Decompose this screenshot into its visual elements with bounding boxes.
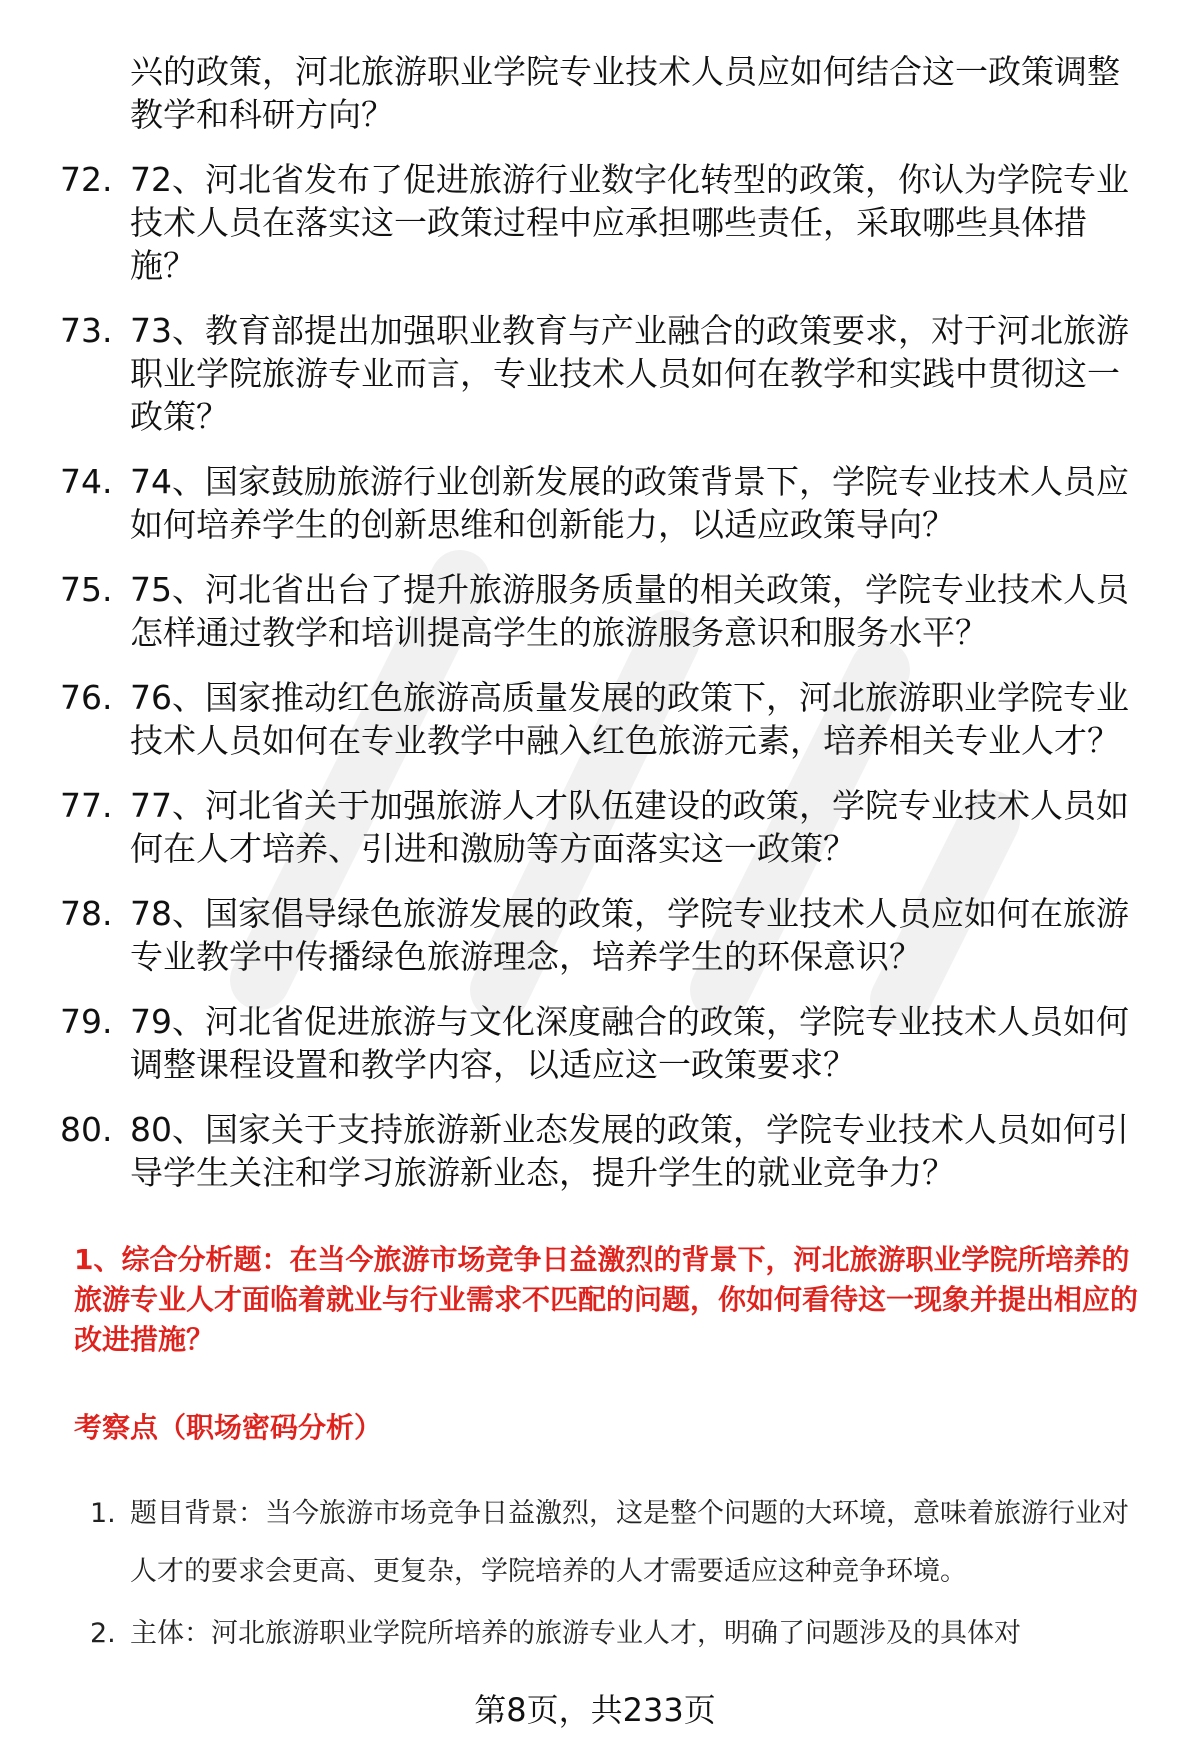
- question-text: 75、河北省出台了提升旅游服务质量的相关政策，学院专业技术人员怎样通过教学和培训提高学生的旅游服务意识和服务水平？: [130, 570, 1129, 652]
- question-text: 72、河北省发布了促进旅游行业数字化转型的政策，你认为学院专业技术人员在落实这一政策过程中应承担哪些责任，采取哪些具体措施？: [130, 160, 1129, 285]
- point-number: 2.: [90, 1618, 116, 1649]
- question-item-72: [60, 158, 1150, 287]
- question-item-79: [60, 1000, 1150, 1086]
- analysis-point-1: [90, 1485, 1155, 1601]
- question-continuation: 兴的政策，河北旅游职业学院专业技术人员应如何结合这一政策调整教学和科研方向？: [130, 52, 1120, 134]
- point-text: 题目背景：当今旅游市场竞争日益激烈，这是整个问题的大环境，意味着旅游行业对人才的要求会更高、更复杂，学院培养的人才需要适应这种竞争环境。: [130, 1498, 1129, 1587]
- question-text: 80、国家关于支持旅游新业态发展的政策，学院专业技术人员如何引导学生关注和学习旅游新业态，提升学生的就业竞争力？: [130, 1110, 1129, 1192]
- question-item-73: [60, 309, 1150, 438]
- question-text: 77、河北省关于加强旅游人才队伍建设的政策，学院专业技术人员如何在人才培养、引进和激励等方面落实这一政策？: [130, 786, 1129, 868]
- question-text: 78、国家倡导绿色旅游发展的政策，学院专业技术人员应如何在旅游专业教学中传播绿色旅游理念，培养学生的环保意识？: [130, 894, 1129, 976]
- question-item-74: [60, 460, 1150, 546]
- question-text: 79、河北省促进旅游与文化深度融合的政策，学院专业技术人员如何调整课程设置和教学内容，以适应这一政策要求？: [130, 1002, 1129, 1084]
- question-item-78: [60, 892, 1150, 978]
- question-number: 72.: [60, 160, 113, 199]
- question-list: [60, 50, 1150, 1216]
- question-item-75: [60, 568, 1150, 654]
- question-number: 78.: [60, 894, 113, 933]
- analysis-points-list: [90, 1485, 1155, 1667]
- question-item-76: [60, 676, 1150, 762]
- point-number: 1.: [90, 1498, 116, 1529]
- page-footer: 第8页，共233页: [474, 1691, 716, 1729]
- analysis-points-title: 考察点（职场密码分析）: [74, 1411, 383, 1444]
- question-number: 74.: [60, 462, 113, 501]
- question-number: 80.: [60, 1110, 113, 1149]
- analysis-point-2: [90, 1605, 1155, 1663]
- question-number: 75.: [60, 570, 113, 609]
- question-number: 79.: [60, 1002, 113, 1041]
- question-item-80: [60, 1108, 1150, 1194]
- analysis-question: 1、综合分析题：在当今旅游市场竞争日益激烈的背景下，河北旅游职业学院所培养的旅游专业人才面临着就业与行业需求不匹配的问题，你如何看待这一现象并提出相应的改进措施？: [74, 1243, 1139, 1356]
- question-text: 76、国家推动红色旅游高质量发展的政策下，河北旅游职业学院专业技术人员如何在专业教学中融入红色旅游元素，培养相关专业人才？: [130, 678, 1129, 760]
- question-item-77: [60, 784, 1150, 870]
- question-text: 74、国家鼓励旅游行业创新发展的政策背景下，学院专业技术人员应如何培养学生的创新思维和创新能力，以适应政策导向？: [130, 462, 1129, 544]
- question-number: 73.: [60, 311, 113, 350]
- question-text: 73、教育部提出加强职业教育与产业融合的政策要求，对于河北旅游职业学院旅游专业而言，专业技术人员如何在教学和实践中贯彻这一政策？: [130, 311, 1129, 436]
- question-number: 77.: [60, 786, 113, 825]
- point-text: 主体：河北旅游职业学院所培养的旅游专业人才，明确了问题涉及的具体对: [130, 1618, 1021, 1649]
- question-number: 76.: [60, 678, 113, 717]
